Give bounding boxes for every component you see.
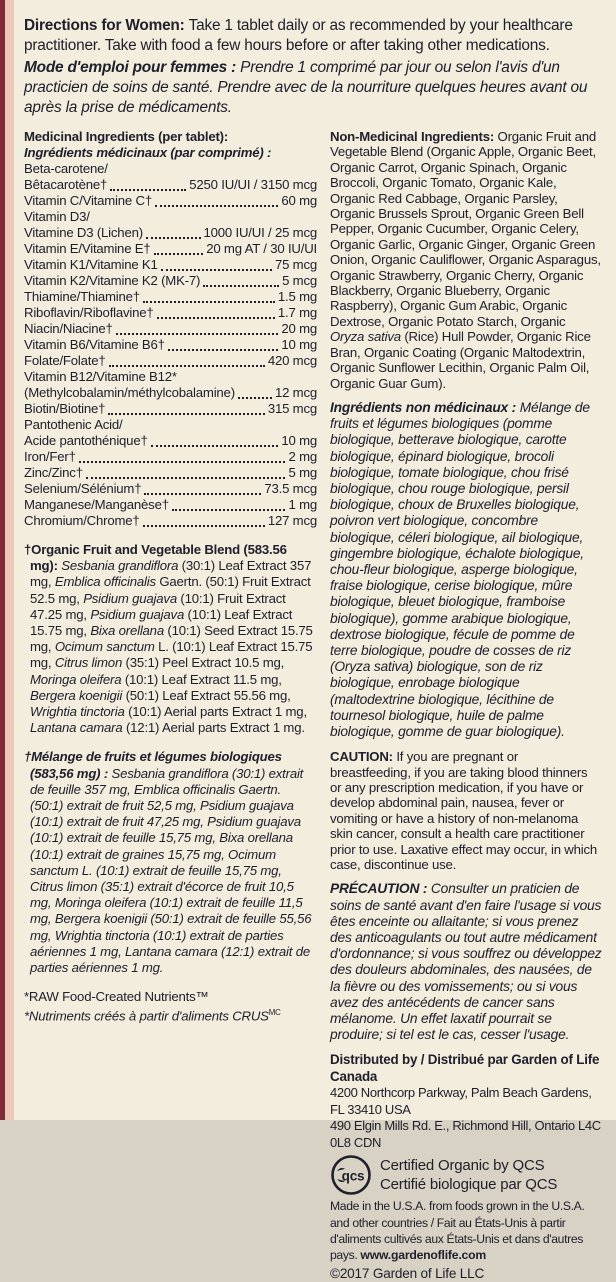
- qcs-organic-seal-icon: [330, 1154, 372, 1196]
- text-segment: (10:1) Fruit Extract 47.25 mg,: [30, 590, 286, 622]
- organic-blend-english: [24, 542, 317, 736]
- dotted-leader: [238, 397, 272, 399]
- ingredient-value: 10 mg: [281, 337, 317, 352]
- dotted-leader: [143, 301, 275, 303]
- text-segment: †Mélange de fruits et légumes biologiques (583,56 mg) :: [24, 749, 282, 781]
- ingredient-row: [24, 401, 317, 417]
- ingredient-row: [24, 273, 317, 289]
- ingredient-name: Vitamin E/Vitamine E†: [24, 241, 151, 256]
- ingredient-row: [24, 497, 317, 513]
- ingredient-name-line: Pantothenic Acid/: [24, 417, 123, 432]
- certification-block: [330, 1154, 602, 1196]
- text-segment: Citrus limon: [54, 655, 123, 671]
- text-segment: www.gardenoflife.com: [360, 1248, 486, 1263]
- text-segment: Organic Fruit and Vegetable Blend (Organic Apple, Organic Beet, Organic Carrot, Organic Spinach, Organic Broccoli, Organic Tomato, Organic Kale, Organic Red Cabbage, Organic Parsley, Organic Brussels Sprout, Organic Green Bell Pepper, Organic Cucumber, Organic Celery, Organic Garlic, Organic Ginger, Organic Green Onion, Organic Cauliflower, Organic Asparagus, Organic Strawberry, Organic Cherry, Organic Blackberry, Organic Blueberry, Organic Raspberry), Organic Gum Arabic, Organic Dextrose, Organic Potato Starch, Organic: [330, 129, 601, 329]
- text-segment: Wrightia tinctoria: [30, 704, 125, 720]
- text-segment: Psidium guajava: [90, 606, 185, 622]
- text-segment: MC: [268, 1007, 281, 1017]
- ingredient-name: Biotin/Biotine†: [24, 401, 106, 416]
- text-segment: (10:1) Leaf Extract 11.5 mg,: [121, 671, 282, 687]
- text-segment: If you are pregnant or breastfeeding, if you are taking blood thinners or any prescription medication, if you have or develop abdominal pain, nausea, fever or vomiting or have a history of non-melanoma skin cancer, consult a health care practitioner prior to use. Laxative effect may occur, in which case, discontinue use.: [330, 749, 598, 873]
- ingredient-name: Bêtacarotène†: [24, 177, 108, 192]
- ingredient-name: Vitamin K1/Vitamine K1: [24, 257, 158, 272]
- dotted-leader: [168, 349, 279, 351]
- distributor-block: [330, 1052, 602, 1151]
- text-segment: (Rice) Hull Powder, Organic Rice Bran, Organic Coating (Organic Maltodextrin, Organic Sunflower Lecithin, Organic Palm Oil, Organic Guar Gum).: [330, 329, 591, 391]
- dotted-leader: [86, 477, 286, 479]
- text-segment: PRÉCAUTION :: [330, 881, 431, 897]
- ingredient-name-line: Vitamin B12/Vitamine B12*: [24, 369, 177, 384]
- label-content: [24, 16, 602, 1282]
- text-segment: †Organic Fruit and Vegetable Blend (583.56 mg):: [24, 542, 287, 574]
- ingredient-value: 12 mcg: [274, 385, 317, 400]
- ingredient-value: 20 mg: [281, 321, 317, 336]
- text-segment: Take 1 tablet daily or as recommended by your healthcare practitioner. Take with food a few hours before or after taking other medications.: [24, 17, 573, 54]
- text-segment: Psidium guajava: [83, 590, 177, 606]
- ingredient-row: [24, 513, 317, 529]
- ingredient-value: 1 mg: [288, 497, 317, 512]
- ingredient-name: Vitamine D3 (Lichen): [24, 225, 143, 240]
- ingredient-row: [24, 353, 317, 369]
- dotted-leader: [157, 317, 275, 319]
- text-segment: Moringa oleifera: [30, 671, 122, 687]
- medicinal-title-en: Medicinal Ingredients (per tablet):: [24, 129, 229, 144]
- dotted-leader: [79, 461, 286, 463]
- ingredient-row: [24, 225, 317, 241]
- non-medicinal-column: [330, 129, 602, 1282]
- ingredient-value: 1.7 mg: [277, 305, 317, 320]
- dotted-leader: [151, 445, 279, 447]
- left-edge-stripe-light: [5, 0, 14, 1120]
- text-segment: Non-Medicinal Ingredients:: [330, 129, 498, 144]
- text-segment: Mélange de fruits et légumes biologiques (pomme biologique, betterave biologique, carotte biologique, épinard biologique, brocoli biologique, tomate biologique, chou frisé biologique, chou rouge biologique, persil biologique, choux de Bruxelles biologique, poivron vert biologique, concombre biologique, céleri biologique, ail biologique, gingembre biologique, échalote biologique, chou-fleur biologique, asperge biologique, fraise biologique, cerise biologique, mûre biologique, bleuet biologique, framboise biologique), gomme arabique biologique, dextrose biologique, fécule de pomme de terre biologique, poudre de cosses de riz (Oryza sativa) biologique, son de riz biologique, enrobage biologique (maltodextrine biologique, lécithine de tournesol biologique, huile de palme biologique, gomme de guar biologique).: [330, 399, 590, 739]
- ingredient-value: 1000 IU/UI / 25 mcg: [203, 225, 317, 240]
- ingredient-value: 75 mcg: [274, 257, 317, 272]
- caution-french: [330, 881, 602, 1043]
- text-segment: *RAW Food-Created Nutrients™: [24, 989, 209, 1005]
- text-segment: (35:1) Peel Extract 10.5 mg,: [122, 655, 285, 671]
- certified-organic-fr: Certifié biologique par QCS: [380, 1176, 558, 1194]
- ingredient-name: Selenium/Sélénium†: [24, 481, 142, 496]
- ingredient-name: Manganese/Manganèse†: [24, 497, 169, 512]
- ingredient-row: [24, 241, 317, 257]
- ingredient-value: 420 mcg: [267, 353, 317, 368]
- dotted-leader: [110, 189, 186, 191]
- medicinal-title-fr: Ingrédients médicinaux (par comprimé) :: [24, 145, 272, 160]
- ingredient-row: [24, 289, 317, 305]
- qcs-logo-text: qcs: [341, 1168, 365, 1184]
- ingredient-name: Vitamin K2/Vitamine K2 (MK-7): [24, 273, 201, 288]
- distributor-title: Distributed by / Distribué par Garden of Life Canada: [330, 1052, 600, 1084]
- directions-french: [24, 58, 602, 118]
- ingredient-row: [24, 321, 317, 337]
- ingredient-row: [24, 177, 317, 193]
- ingredient-row: [24, 193, 317, 209]
- ingredient-name: Thiamine/Thiamine†: [24, 289, 140, 304]
- dotted-leader: [109, 365, 265, 367]
- ingredient-value: 5 mg: [288, 465, 317, 480]
- dotted-leader: [143, 525, 265, 527]
- text-segment: (10:1) Aerial parts Extract 1 mg,: [124, 704, 307, 720]
- text-segment: Oryza sativa: [330, 329, 401, 345]
- ingredient-name: Vitamin B6/Vitamine B6†: [24, 337, 165, 352]
- two-column-body: [24, 129, 602, 1282]
- text-segment: Directions for Women:: [24, 17, 189, 34]
- dotted-leader: [203, 285, 279, 287]
- certified-organic-en: Certified Organic by QCS: [380, 1156, 545, 1174]
- dotted-leader: [155, 205, 278, 207]
- ingredient-value: 127 mcg: [267, 513, 317, 528]
- ingredient-value: 10 mg: [281, 433, 317, 448]
- ingredient-row: [24, 337, 317, 353]
- text-segment: (50:1) Leaf Extract 55.56 mg,: [122, 687, 291, 703]
- medicinal-column: [24, 129, 317, 1024]
- ingredient-row: [24, 385, 317, 401]
- ingredient-value: 5250 IU/UI / 3150 mcg: [189, 177, 317, 192]
- dotted-leader: [108, 413, 265, 415]
- caution-english: [330, 749, 602, 872]
- ingredient-row: [24, 257, 317, 273]
- dotted-leader: [146, 237, 201, 239]
- ingredient-row: [24, 305, 317, 321]
- made-in-usa-text: [330, 1198, 602, 1263]
- ingredient-row: [24, 465, 317, 481]
- directions-english: [24, 16, 602, 56]
- text-segment: Ingrédients non médicinaux :: [330, 399, 520, 415]
- text-segment: (30:1) Leaf Extract 357 mg,: [30, 558, 312, 590]
- footnote-raw-french: [24, 1005, 317, 1024]
- ingredient-name: Vitamin C/Vitamine C†: [24, 193, 152, 208]
- text-segment: Bixa orellana: [90, 623, 164, 639]
- dotted-leader: [116, 333, 279, 335]
- dotted-leader: [161, 269, 272, 271]
- footnote-raw-english: [24, 989, 317, 1005]
- text-segment: Prendre 1 comprimé par jour ou selon l'avis d'un practicien de soins de santé. Prendre avec de la nourriture quelques heures avant ou après la prise de médicaments.: [24, 59, 588, 116]
- ingredient-value: 2 mg: [288, 449, 317, 464]
- text-segment: (12:1) Aerial parts Extract 1 mg.: [122, 720, 305, 736]
- dotted-leader: [144, 493, 261, 495]
- text-segment: CAUTION:: [330, 749, 397, 765]
- text-segment: (10:1) Seed Extract 15.75 mg,: [30, 623, 313, 655]
- ingredient-value: 20 mg AT / 30 IU/UI: [206, 241, 317, 256]
- ingredient-row: [24, 481, 317, 497]
- ingredient-row: [24, 449, 317, 465]
- ingredient-name: Chromium/Chrome†: [24, 513, 140, 528]
- ingredient-name: Acide pantothénique†: [24, 433, 148, 448]
- distributor-address-ca: 490 Elgin Mills Rd. E., Richmond Hill, Ontario L4C 0L8 CDN: [330, 1118, 601, 1150]
- text-segment: L. (10:1) Leaf Extract 15.75 mg,: [30, 639, 313, 671]
- ingredient-row: [24, 433, 317, 449]
- ingredient-value: 1.5 mg: [277, 289, 317, 304]
- text-segment: Consulter un praticien de soins de santé avant d'en faire l'usage si vous êtes enceinte ou allaitante; si vous prenez des anticoagulants ou tout autre médicament d'ordonnance; si vous souffrez ou développez des douleurs abdominales, des nausées, de la fièvre ou des vomissements; ou si vous avez des antécédents de cancer sans mélanome. Un effet laxatif pourrait se produire; si tel est le cas, cesser l'usage.: [330, 881, 602, 1043]
- non-medicinal-french: [330, 400, 602, 740]
- ingredient-value: 5 mcg: [282, 273, 317, 288]
- text-segment: Sesbania grandiflora (30:1) extrait de feuille 357 mg, Emblica officinalis Gaertn. (50:1) extrait de fruit 52,5 mg, Psidium guajava (10:1) extrait de fruit 47,25 mg, Psidium guajava (10:1) extrait de feuille 15,75 mg, Bixa orellana (10:1) extrait de graines 15,75 mg, Ocimum sanctum L. (10:1) extrait de feuille 15,75 mg, Citrus limon (35:1) extrait d'écorce de fruit 10,5 mg, Moringa oleifera (10:1) extrait de feuille 11,5 mg, Bergera koenigii (50:1) extrait de feuille 55,56 mg, Wrightia tinctoria (10:1) extrait de parties aériennes 1 mg, Lantana camara (12:1) extrait de parties aériennes 1 mg.: [30, 765, 312, 976]
- ingredient-name: Zinc/Zinc†: [24, 465, 83, 480]
- text-segment: Emblica officinalis: [54, 574, 156, 590]
- ingredient-name-line: Beta-carotene/: [24, 161, 108, 176]
- ingredient-name: (Methylcobalamin/méthylcobalamine): [24, 385, 235, 400]
- text-segment: Made in the U.S.A. from foods grown in the U.S.A. and other countries / Fait au États-Unis à partir d'aliments cultivés aux États-Unis et dans d'autres pays.: [330, 1199, 585, 1263]
- ingredient-name: Folate/Folate†: [24, 353, 106, 368]
- text-segment: Ocimum sanctum: [54, 639, 155, 655]
- dotted-leader: [172, 509, 286, 511]
- text-segment: Lantana camara: [30, 720, 123, 736]
- text-segment: Gaertn. (50:1) Fruit Extract 52.5 mg,: [30, 574, 311, 606]
- ingredient-name: Niacin/Niacine†: [24, 321, 113, 336]
- ingredient-value: 315 mcg: [267, 401, 317, 416]
- ingredient-value: 60 mg: [281, 193, 317, 208]
- organic-blend-french: [24, 749, 317, 976]
- text-segment: Bergera koenigii: [30, 687, 123, 703]
- non-medicinal-english: [330, 129, 602, 391]
- text-segment: *Nutriments créés à partir d'aliments CRUS: [24, 1008, 269, 1024]
- dotted-leader: [154, 253, 204, 255]
- text-segment: (10:1) Leaf Extract 15.75 mg,: [30, 606, 293, 639]
- ingredient-name: Riboflavin/Riboflavine†: [24, 305, 154, 320]
- distributor-address-us: 4200 Northcorp Parkway, Palm Beach Gardens, FL 33410 USA: [330, 1085, 592, 1117]
- certification-lines: [380, 1156, 557, 1195]
- medicinal-ingredients-list: [24, 161, 317, 529]
- ingredient-name: Iron/Fer†: [24, 449, 76, 464]
- ingredient-name-line: Vitamin D3/: [24, 209, 90, 224]
- text-segment: Sesbania grandiflora: [61, 558, 179, 574]
- text-segment: Mode d'emploi pour femmes :: [24, 59, 241, 76]
- copyright-line: ©2017 Garden of Life LLC: [330, 1266, 485, 1282]
- ingredient-value: 73.5 mcg: [264, 481, 317, 496]
